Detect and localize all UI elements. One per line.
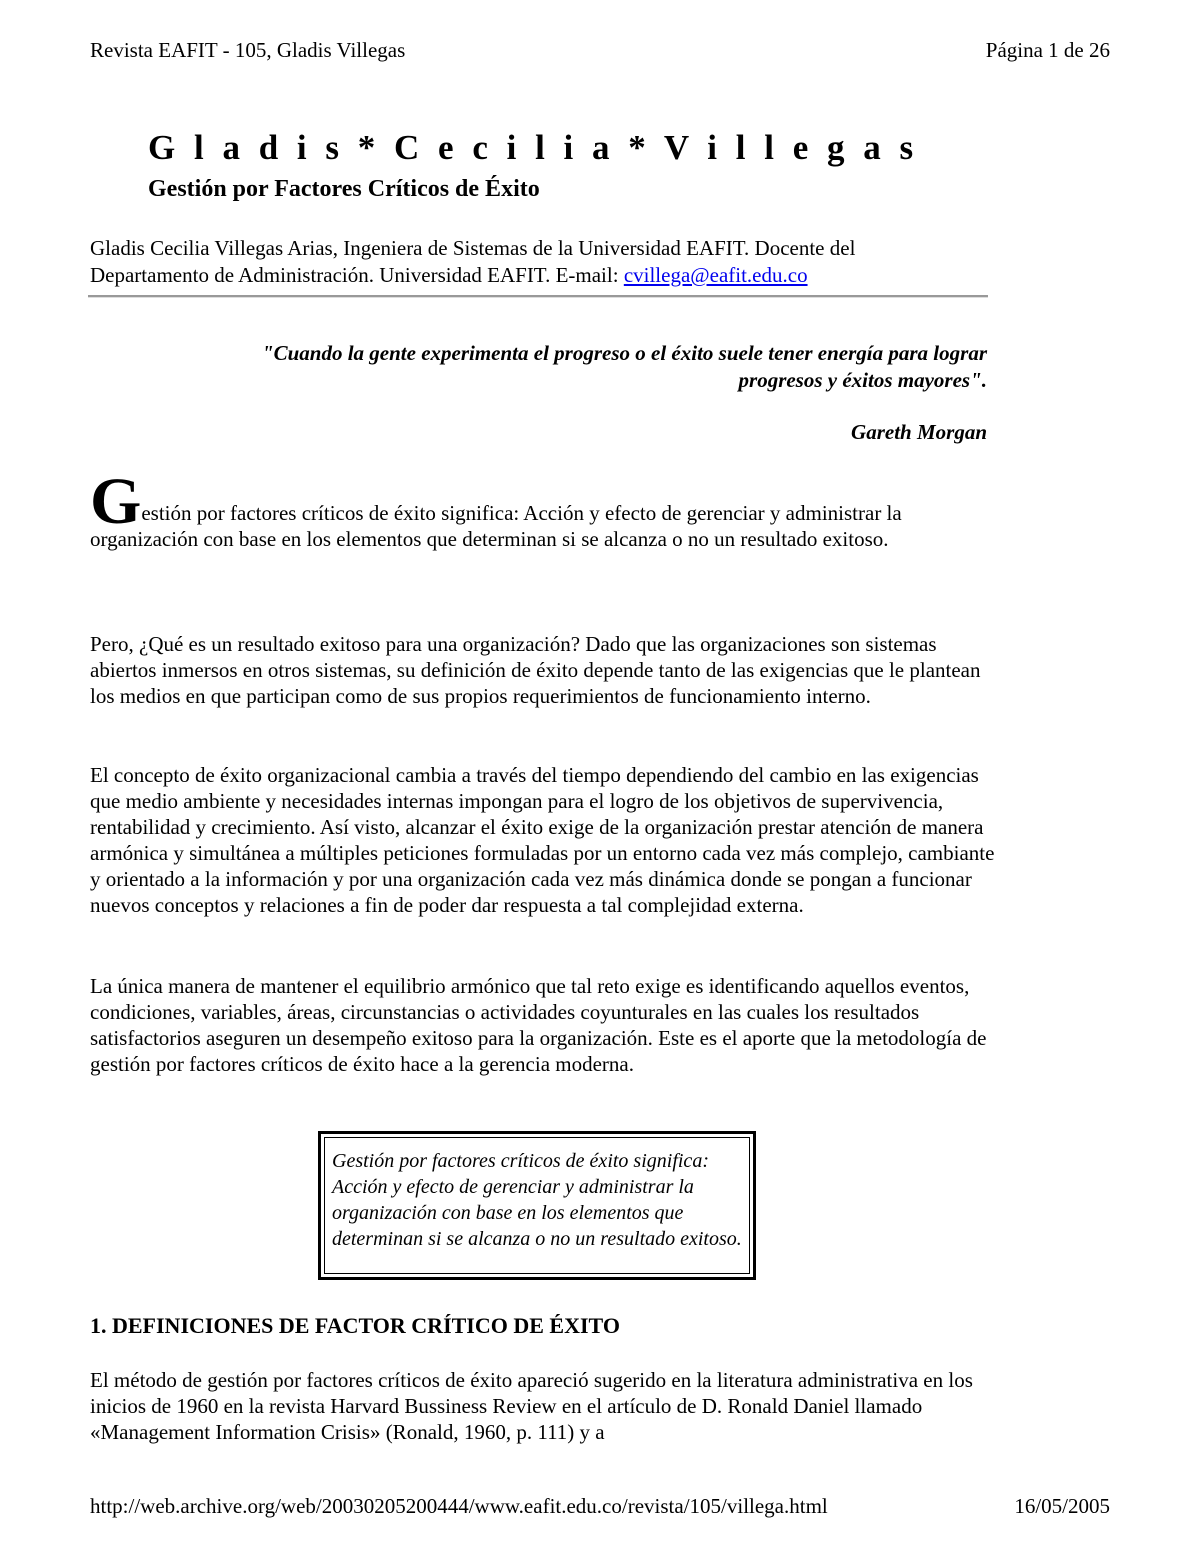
drop-cap: G bbox=[90, 465, 142, 538]
quote-line-2: progresos y éxitos mayores". bbox=[738, 368, 987, 392]
callout-text: Gestión por factores críticos de éxito significa: Acción y efecto de gerenciar y administrar la organización con base en los elementos que determinan si se alcanza o no un resultado exitoso. bbox=[324, 1137, 750, 1274]
page-number: Página 1 de 26 bbox=[985, 38, 1110, 62]
footer-date: 16/05/2005 bbox=[1014, 1494, 1110, 1518]
paragraph-intro-text: estión por factores críticos de éxito significa: Acción y efecto de gerenciar y administrar la organización con base en los elementos que determinan si se alcanza o no un resultado exitoso. bbox=[90, 501, 902, 551]
paragraph-3: El concepto de éxito organizacional cambia a través del tiempo dependiendo del cambio en las exigencias que medio ambiente y necesidades internas impongan para el logro de los objetivos de supervivencia, rentabilidad y crecimiento. Así visto, alcanzar el éxito exige de la organización prestar atención de manera armónica y simultánea a múltiples peticiones formuladas por un entorno cada vez más complejo, cambiante y orientado a la información y por una organización cada vez más dinámica donde se pongan a funcionar nuevos conceptos y relaciones a fin de poder dar respuesta a tal complejidad externa. bbox=[90, 763, 995, 917]
article-author-title: G l a d i s * C e c i l i a * V i l l e g a s bbox=[148, 128, 919, 167]
author-info-line1: Gladis Cecilia Villegas Arias, Ingeniera de Sistemas de la Universidad EAFIT. Docente del bbox=[90, 236, 856, 260]
callout-box bbox=[318, 1131, 756, 1280]
paragraph-intro bbox=[90, 465, 995, 552]
quote-line-1: "Cuando la gente experimenta el progreso o el éxito suele tener energía para lograr bbox=[261, 341, 987, 365]
paragraph-4: La única manera de mantener el equilibrio armónico que tal reto exige es identificando aquellos eventos, condiciones, variables, áreas, circunstancias o actividades coyunturales en las cuales los resultados satisfactorios aseguren un desempeño exitoso para la organización. Este es el aporte que la metodología de gestión por factores críticos de éxito hace a la gerencia moderna. bbox=[90, 974, 987, 1076]
epigraph-quote bbox=[150, 340, 987, 394]
author-info-line2: Departamento de Administración. Universidad EAFIT. E-mail: bbox=[90, 263, 619, 287]
author-email-link[interactable]: cvillega@eafit.edu.co bbox=[623, 263, 808, 287]
author-info bbox=[90, 235, 990, 289]
horizontal-rule bbox=[88, 295, 988, 298]
paragraph-5: El método de gestión por factores críticos de éxito apareció sugerido en la literatura administrativa en los inicios de 1960 en la revista Harvard Bussiness Review en el artículo de D. Ronald Daniel llamado «Management Information Crisis» (Ronald, 1960, p. 111) y a bbox=[90, 1368, 973, 1444]
page-header-title: Revista EAFIT - 105, Gladis Villegas bbox=[90, 38, 406, 62]
quote-author: Gareth Morgan bbox=[851, 420, 987, 444]
paragraph-2: Pero, ¿Qué es un resultado exitoso para una organización? Dado que las organizaciones son sistemas abiertos inmersos en otros sistemas, su definición de éxito depende tanto de las exigencias que le plantean los medios en que participan como de sus propios requerimientos de funcionamiento interno. bbox=[90, 632, 981, 708]
footer-url: http://web.archive.org/web/20030205200444/www.eafit.edu.co/revista/105/villega.html bbox=[90, 1494, 828, 1518]
article-subtitle: Gestión por Factores Críticos de Éxito bbox=[148, 176, 540, 202]
section-heading: 1. DEFINICIONES DE FACTOR CRÍTICO DE ÉXITO bbox=[90, 1313, 620, 1338]
